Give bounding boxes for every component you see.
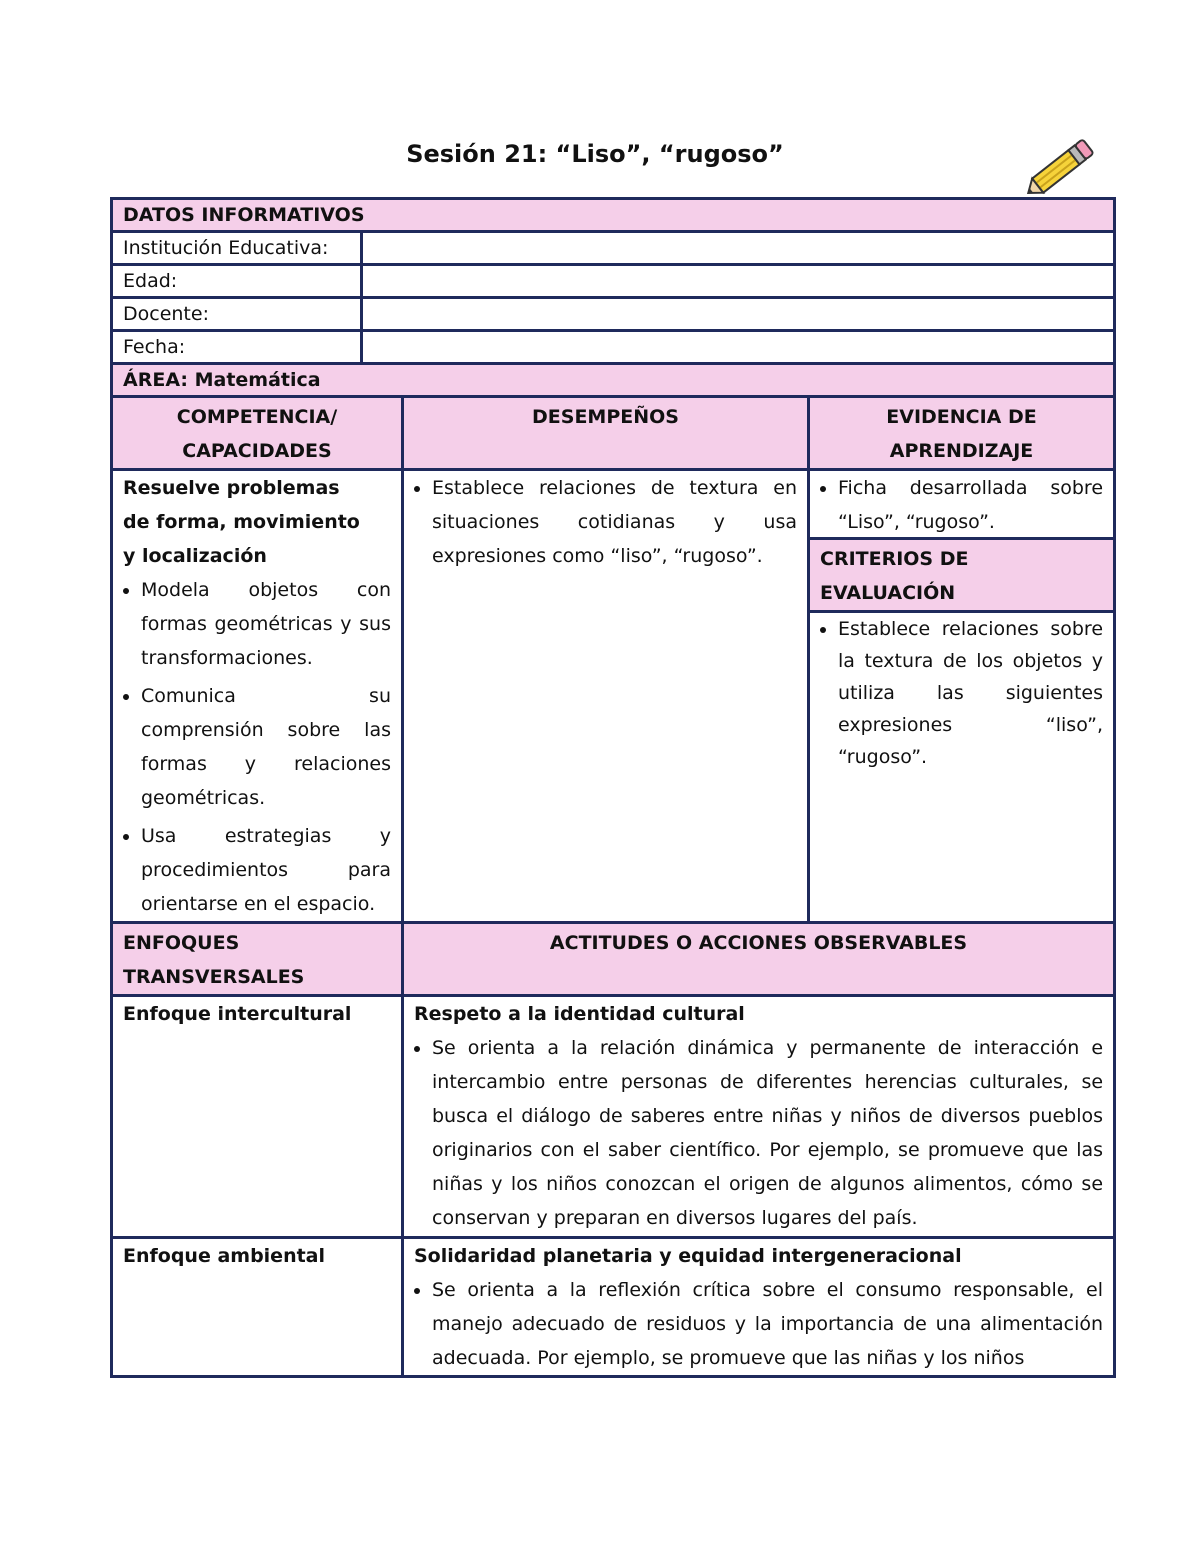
actitudes-header: ACTITUDES O ACCIONES OBSERVABLES <box>403 923 1115 996</box>
competencia-title: Resuelve problemas de forma, movimiento y localización <box>123 477 360 567</box>
enfoques-header: ENFOQUES TRANSVERSALES <box>112 923 403 996</box>
capacidad-item: • Modela objetos con formas geométricas y sus transformaciones. <box>141 573 391 675</box>
field-label-fecha: Fecha: <box>112 331 362 364</box>
enfoque-name: Enfoque intercultural <box>112 996 403 1238</box>
enfoque-text: • Se orienta a la reflexión crítica sobre el consumo responsable, el manejo adecuado de residuos y la importancia de una alimentación adecuada. Por ejemplo, se promueve que las niñas y los niños <box>432 1273 1103 1375</box>
evidencia-header: EVIDENCIA DE APRENDIZAJE <box>809 397 1115 470</box>
enfoque-value: Respeto a la identidad cultural <box>414 1003 745 1025</box>
datos-header: DATOS INFORMATIVOS <box>112 199 1115 232</box>
capacidad-item: • Comunica su comprensión sobre las formas y relaciones geométricas. <box>141 679 391 815</box>
area-header: ÁREA: Matemática <box>112 364 1115 397</box>
enfoque-name: Enfoque ambiental <box>112 1238 403 1377</box>
evidencia-cell <box>809 470 1115 923</box>
field-label-docente: Docente: <box>112 298 362 331</box>
pencil-icon <box>1020 136 1098 202</box>
session-table <box>110 197 1116 1378</box>
criterios-header: CRITERIOS DE EVALUACIÓN <box>810 537 1113 610</box>
enfoque-value: Solidaridad planetaria y equidad intergeneracional <box>414 1245 962 1267</box>
evidencia-item: • Ficha desarrollada sobre “Liso”, “rugoso”. <box>838 471 1103 539</box>
field-value-institucion[interactable] <box>362 232 1115 265</box>
field-value-docente[interactable] <box>362 298 1115 331</box>
field-label-institucion: Institución Educativa: <box>112 232 362 265</box>
field-value-fecha[interactable] <box>362 331 1115 364</box>
competencia-header: COMPETENCIA/ CAPACIDADES <box>112 397 403 470</box>
enfoque-content <box>403 996 1115 1238</box>
enfoque-text: • Se orienta a la relación dinámica y permanente de interacción e intercambio entre personas de diferentes herencias culturales, se busca el diálogo de saberes entre niñas y niños de diversos pueblos originarios con el saber científico. Por ejemplo, se promueve que las niñas y los niños conozcan el origen de algunos alimentos, cómo se conservan y preparan en diversos lugares del país. <box>432 1031 1103 1235</box>
desempenos-header: DESEMPEÑOS <box>403 397 809 470</box>
enfoque-content <box>403 1238 1115 1377</box>
desempeno-item: • Establece relaciones de textura en situaciones cotidianas y usa expresiones como “liso”, “rugoso”. <box>432 471 797 573</box>
competencia-cell <box>112 470 403 923</box>
criterio-item: • Establece relaciones sobre la textura de los objetos y utiliza las siguientes expresiones “liso”, “rugoso”. <box>838 613 1103 773</box>
page-title: Sesión 21: “Liso”, “rugoso” <box>406 140 784 168</box>
desempeno-cell <box>403 470 809 923</box>
capacidad-item: • Usa estrategias y procedimientos para orientarse en el espacio. <box>141 819 391 921</box>
field-label-edad: Edad: <box>112 265 362 298</box>
field-value-edad[interactable] <box>362 265 1115 298</box>
